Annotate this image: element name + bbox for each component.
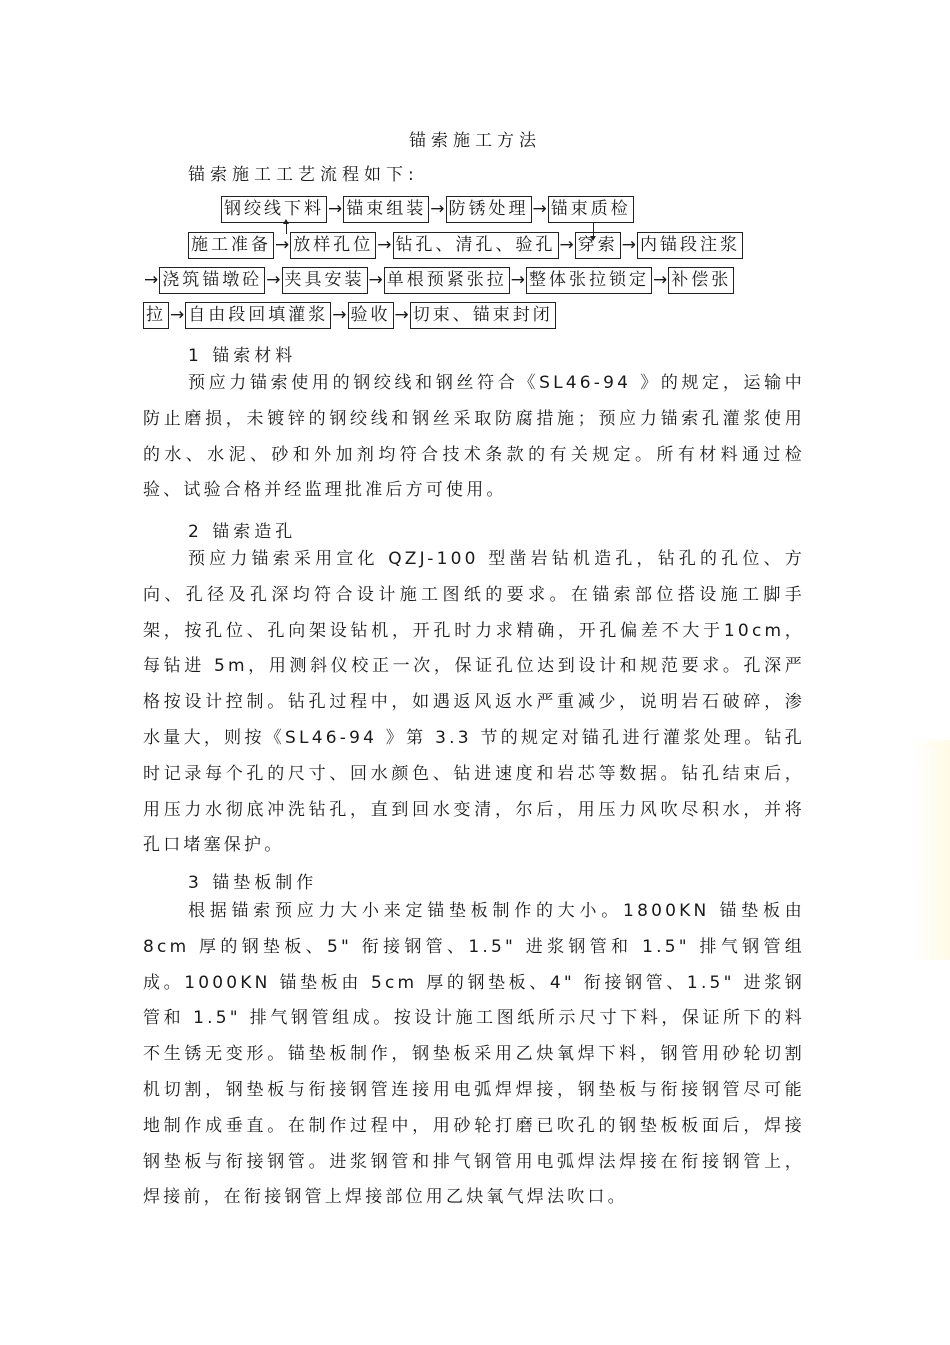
section-paragraph: 预应力锚索采用宣化 QZJ-100 型凿岩钻机造孔，钻孔的孔位、方向、孔径及孔深均符合设计施工图纸的要求。在锚索部位搭设施工脚手架，按孔位、孔向架设钻机，开孔时力求精确，开孔偏差不大于10cm，每钻进 5m，用测斜仪校正一次，保证孔位达到设计和规范要求。孔深严格按设计控制。钻孔过程中，如遇返风返水严重减少，说明岩石破碎，渗水量大，则按《SL46-94 》第 3.3 节的规定对锚孔进行灌浆处理。钻孔时记录每个孔的尺寸、回水颜色、钻进速度和岩芯等数据。钻孔结束后，用压力水彻底冲洗钻孔，直到回水变清，尔后，用压力风吹尽积水，并将孔口堵塞保护。 [143, 549, 805, 856]
flow-row-3 [143, 267, 734, 294]
arrow-icon: → [328, 199, 343, 219]
section-heading: 3 锚垫板制作 [188, 873, 318, 893]
flow-step: 内锚段注浆 [637, 232, 743, 259]
flow-step: 防锈处理 [446, 196, 532, 223]
arrow-icon: → [510, 270, 525, 290]
arrow-icon: → [430, 199, 445, 219]
section-heading: 2 锚索造孔 [188, 522, 297, 542]
arrow-up-icon [283, 219, 289, 224]
arrow-icon: → [144, 270, 159, 290]
arrow-icon: → [368, 270, 383, 290]
arrow-icon: → [170, 305, 185, 325]
arrow-icon: → [394, 305, 409, 325]
flow-step: 施工准备 [188, 232, 274, 259]
flow-intro: 锚索施工工艺流程如下: [188, 165, 419, 185]
arrow-icon: → [275, 235, 290, 255]
arrow-icon: → [532, 199, 547, 219]
flow-step: 验收 [348, 302, 394, 329]
flow-step: 拉 [143, 302, 169, 329]
flow-step: 钢绞线下料 [221, 196, 327, 223]
arrow-icon: → [653, 270, 668, 290]
section-heading: 1 锚索材料 [188, 346, 297, 366]
flow-step: 锚束质检 [548, 196, 634, 223]
arrow-icon: → [559, 235, 574, 255]
flow-step: 整体张拉锁定 [526, 267, 652, 294]
flow-row-2 [188, 232, 743, 259]
page-edge-tint [912, 740, 950, 960]
section-paragraph: 预应力锚索使用的钢绞线和钢丝符合《SL46-94 》的规定，运输中防止磨损，未镀锌的钢绞线和钢丝采取防腐措施；预应力锚索孔灌浆使用的水、水泥、砂和外加剂均符合技术条款的有关规定。所有材料通过检验、试验合格并经监理批准后方可使用。 [143, 373, 805, 501]
flow-row-4 [143, 302, 556, 329]
flow-step: 穿索 [575, 232, 621, 259]
arrow-icon: → [377, 235, 392, 255]
flow-step: 夹具安装 [282, 267, 368, 294]
document-title: 锚索施工方法 [409, 131, 541, 151]
flow-step: 自由段回填灌浆 [185, 302, 331, 329]
arrow-icon: → [621, 235, 636, 255]
arrow-icon: → [332, 305, 347, 325]
section-paragraph: 根据锚索预应力大小来定锚垫板制作的大小。1800KN 锚垫板由8cm 厚的钢垫板、5" 衔接钢管、1.5" 进浆钢管和 1.5" 排气钢管组成。1000KN 锚垫板由 5cm 厚的钢垫板、4" 衔接钢管、1.5" 进浆钢管和 1.5" 排气钢管组成。按设计施工图纸所示尺寸下料，保证所下的料不生锈无变形。锚垫板制作，钢垫板采用乙炔氧焊下料，钢管用砂轮切割机切割，钢垫板与衔接钢管连接用电弧焊焊接，钢垫板与衔接钢管尽可能地制作成垂直。在制作过程中，用砂轮打磨已吹孔的钢垫板板面后，焊接钢垫板与衔接钢管。进浆钢管和排气钢管用电弧焊法焊接在衔接钢管上，焊接前，在衔接钢管上焊接部位用乙炔氧气焊法吹口。 [143, 901, 805, 1208]
flow-step: 钻孔、清孔、验孔 [393, 232, 559, 259]
flow-step: 补偿张 [668, 267, 734, 294]
flow-step: 切束、锚束封闭 [410, 302, 556, 329]
flow-step: 浇筑锚墩砼 [159, 267, 265, 294]
flow-step: 锚束组装 [343, 196, 429, 223]
arrow-icon: → [266, 270, 281, 290]
flow-step: 单根预紧张拉 [384, 267, 510, 294]
flow-step: 放样孔位 [290, 232, 376, 259]
